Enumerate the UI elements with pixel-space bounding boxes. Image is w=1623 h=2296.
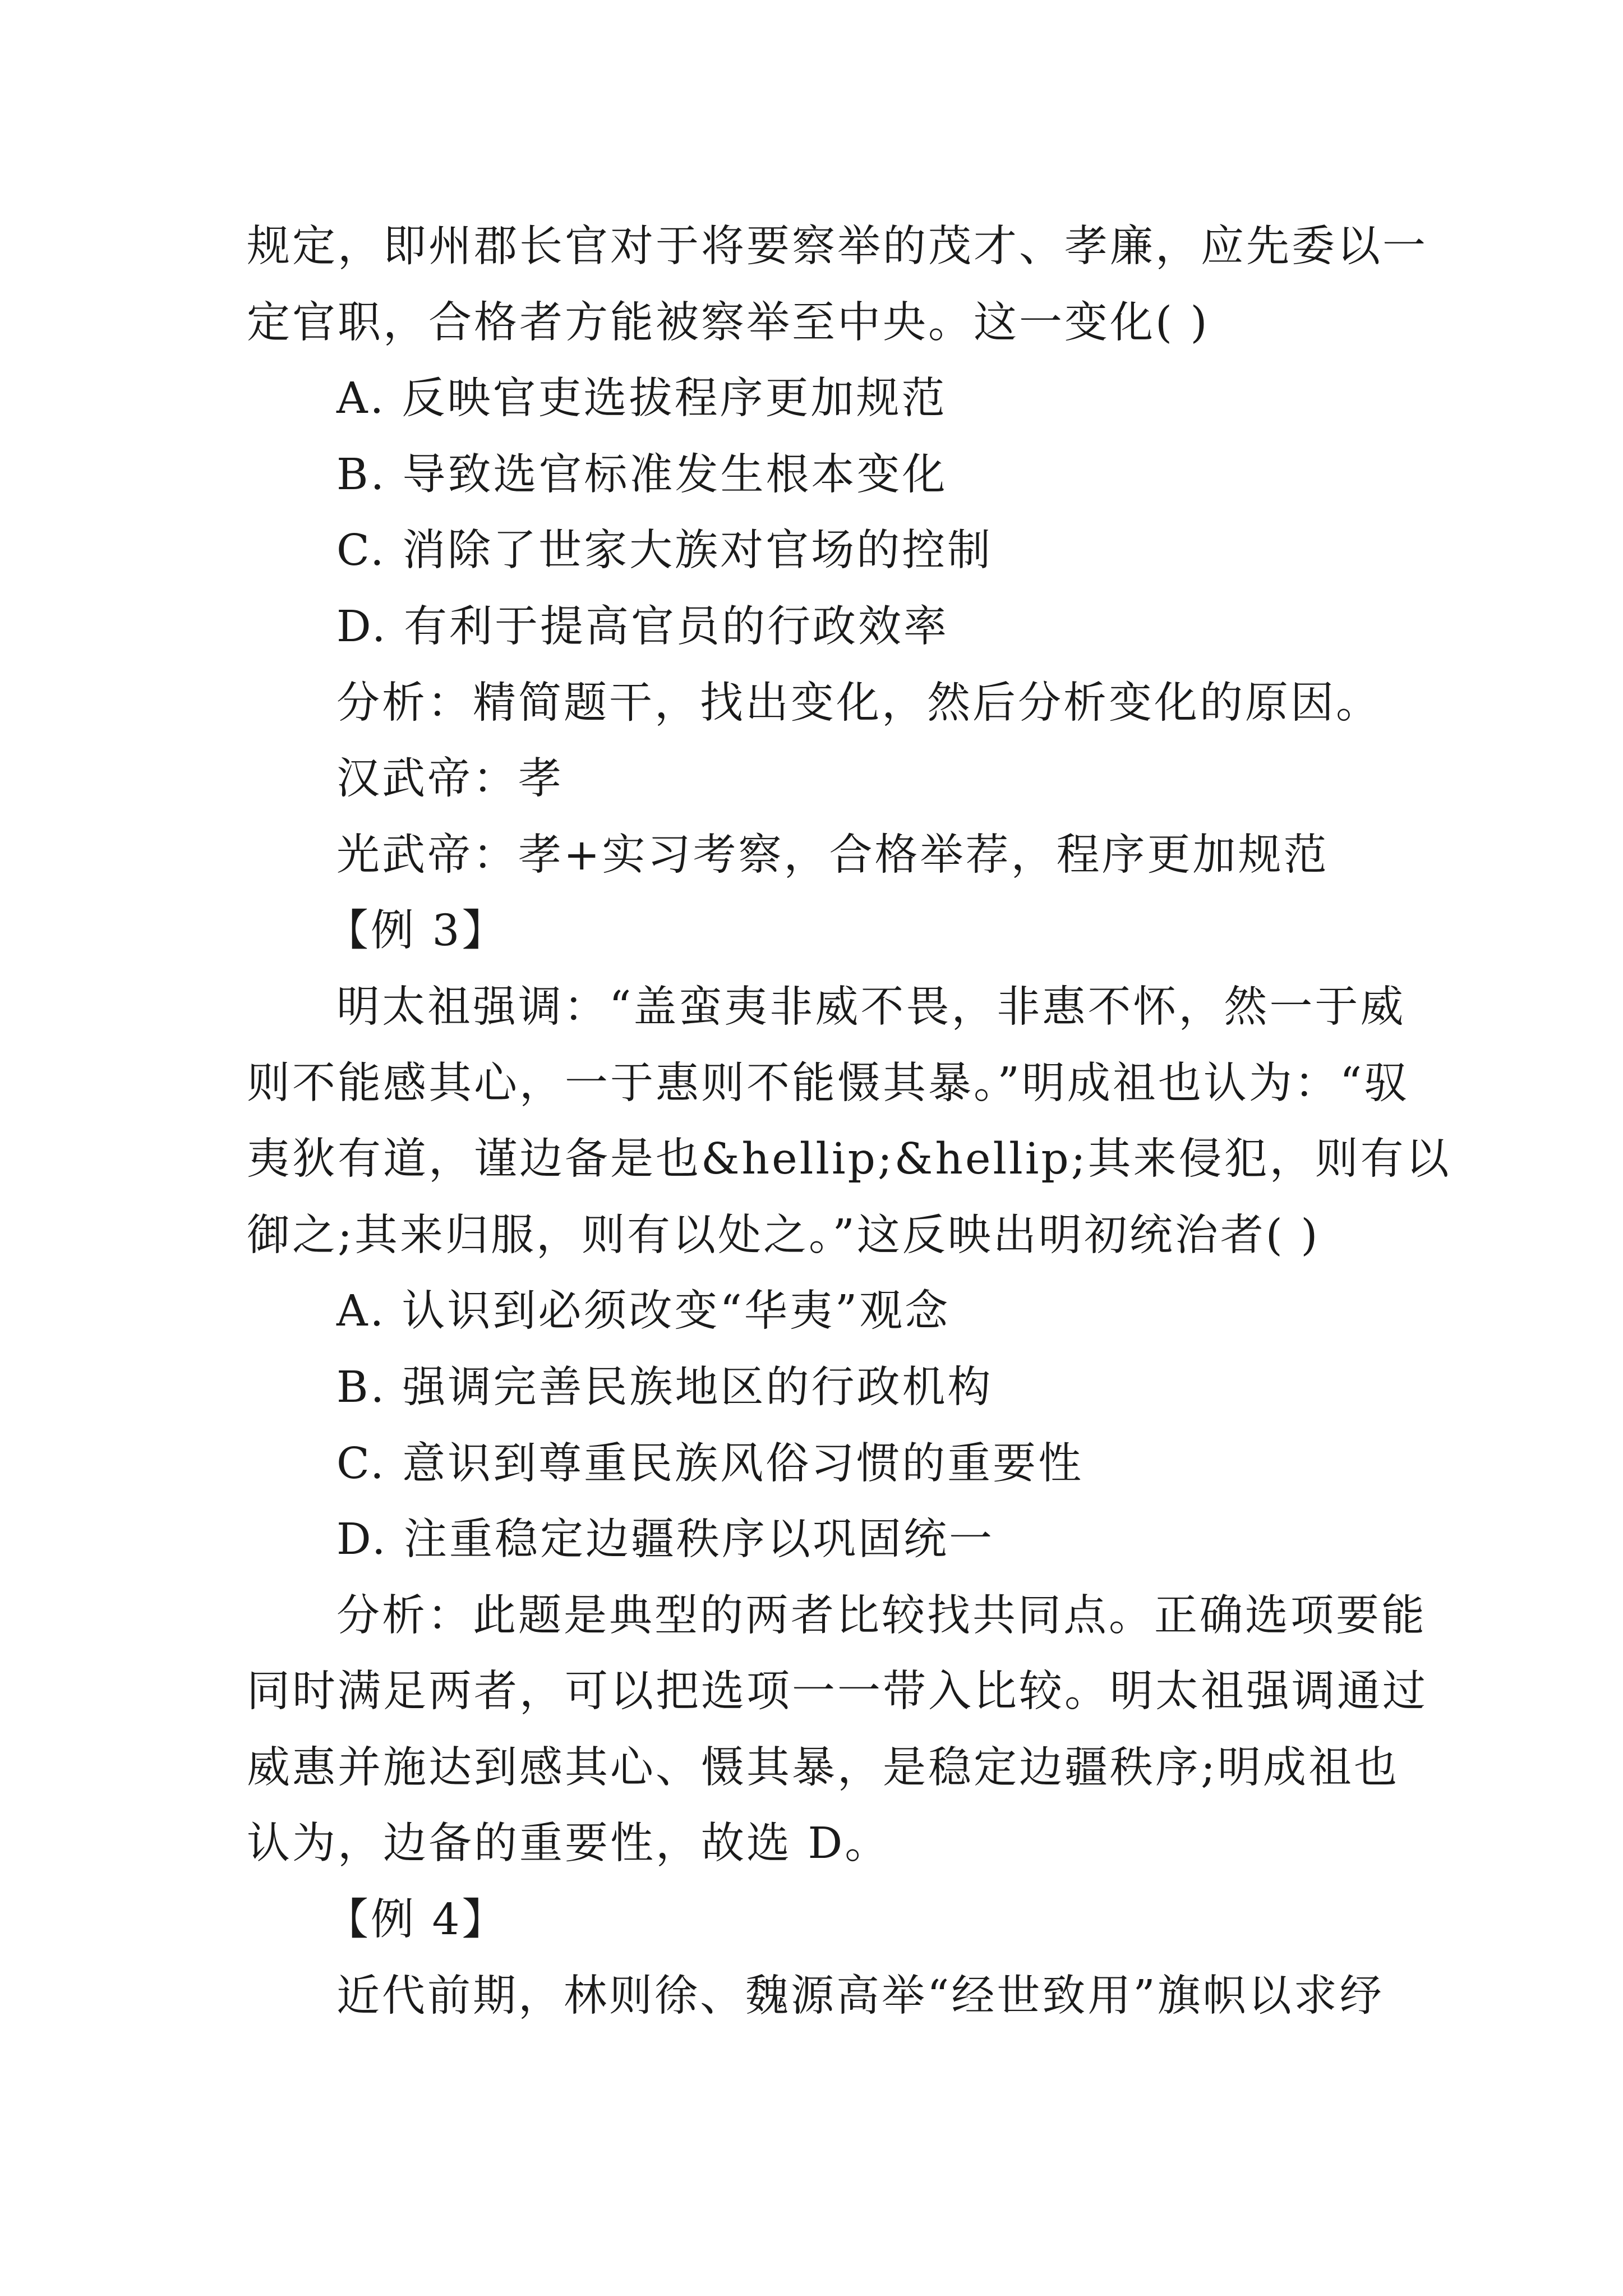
- analysis-line: 汉武帝：孝: [336, 754, 564, 804]
- example-heading: 【例 4】: [325, 1895, 508, 1945]
- text-line: 近代前期，林则徐、魏源高举“经世致用”旗帜以求纾: [336, 1971, 1385, 2021]
- analysis-line: 光武帝：孝+实习考察，合格举荐，程序更加规范: [336, 830, 1329, 880]
- analysis-line: 认为，边备的重要性，故选 D。: [247, 1819, 891, 1869]
- text-line: 御之;其来归服，则有以处之。”这反映出明初统治者( ): [247, 1210, 1320, 1260]
- analysis-line: 分析：精简题干，找出变化，然后分析变化的原因。: [336, 678, 1381, 728]
- text-line: 夷狄有道，谨边备是也&hellip;&hellip;其来侵犯，则有以: [247, 1134, 1451, 1185]
- analysis-line: 同时满足两者，可以把选项一一带入比较。明太祖强调通过: [247, 1667, 1428, 1717]
- text-line: 则不能感其心，一于惠则不能慑其暴。”明成祖也认为：“驭: [247, 1058, 1410, 1108]
- text-line: 规定，即州郡长官对于将要察举的茂才、孝廉，应先委以一: [247, 222, 1428, 272]
- analysis-line: 分析：此题是典型的两者比较找共同点。正确选项要能: [336, 1590, 1427, 1641]
- option-b: B. 强调完善民族地区的行政机构: [336, 1362, 993, 1412]
- analysis-line: 威惠并施达到感其心、慑其暴，是稳定边疆秩序;明成祖也: [247, 1742, 1399, 1793]
- option-b: B. 导致选官标准发生根本变化: [336, 449, 948, 500]
- document-body: [247, 209, 1451, 2034]
- text-line: 定官职，合格者方能被察举至中央。这一变化( ): [247, 297, 1210, 348]
- example-heading: 【例 3】: [325, 906, 508, 956]
- option-d: D. 有利于提高官员的行政效率: [336, 601, 949, 652]
- option-d: D. 注重稳定边疆秩序以巩固统一: [336, 1515, 994, 1565]
- option-c: C. 消除了世家大族对官场的控制: [336, 526, 993, 576]
- option-a: A. 认识到必须改变“华夷”观念: [336, 1286, 951, 1337]
- text-line: 明太祖强调：“盖蛮夷非威不畏，非惠不怀，然一于威: [336, 982, 1406, 1032]
- option-a: A. 反映官吏选拔程序更加规范: [336, 374, 947, 424]
- option-c: C. 意识到尊重民族风俗习惯的重要性: [336, 1438, 1084, 1489]
